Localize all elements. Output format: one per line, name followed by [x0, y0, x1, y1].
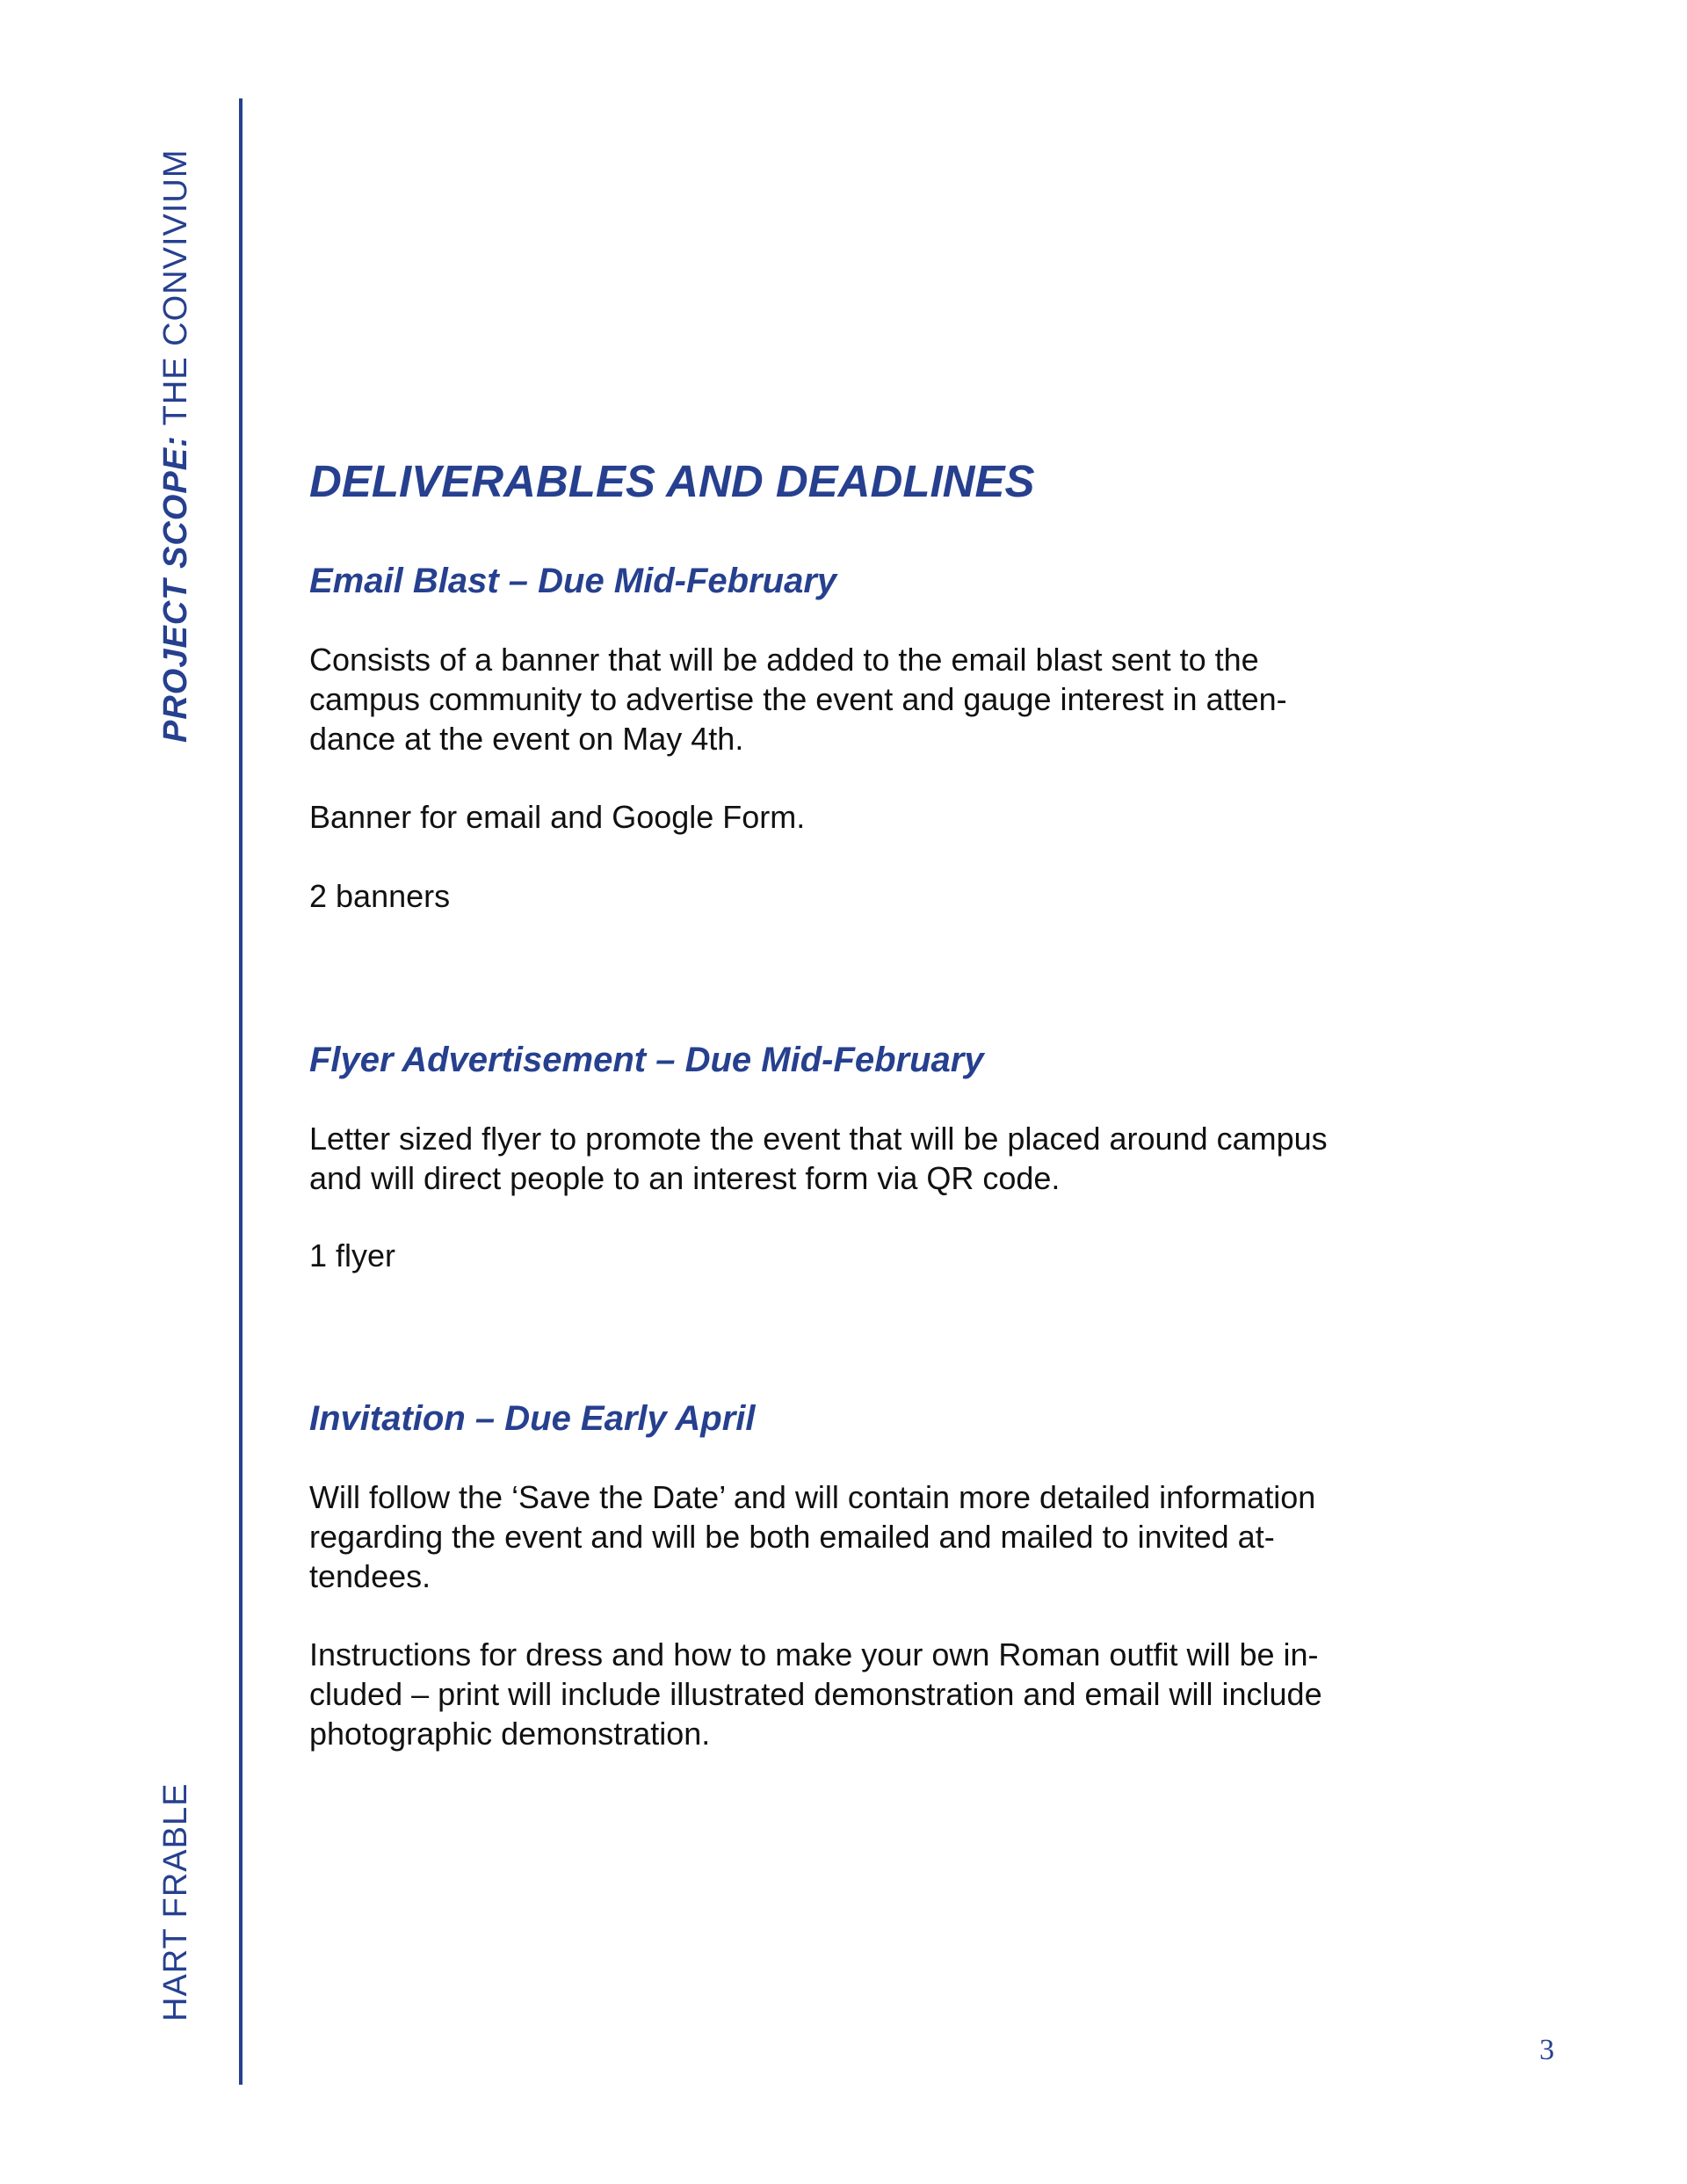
section-paragraph [309, 640, 1399, 758]
text-line: 2 banners [309, 878, 451, 914]
text-line: dance at the event on May 4th. [309, 721, 744, 757]
text-line: Banner for email and Google Form. [309, 799, 806, 835]
text-line: Instructions for dress and how to make your own Roman outfit will be in- [309, 1636, 1319, 1672]
vertical-divider [239, 98, 243, 2085]
text-line: cluded – print will include illustrated demonstration and email will include [309, 1676, 1322, 1712]
sidebar-title-rest: THE CONVIVIUM [157, 149, 194, 436]
text-line: Will follow the ‘Save the Date’ and will contain more detailed information [309, 1479, 1316, 1515]
section-title-email-blast: Email Blast – Due Mid-February [309, 562, 837, 600]
text-line: campus community to advertise the event and gauge interest in atten- [309, 681, 1287, 717]
text-line: 1 flyer [309, 1237, 396, 1273]
section-paragraph [309, 1635, 1399, 1753]
section-title-flyer-advertisement: Flyer Advertisement – Due Mid-February [309, 1041, 984, 1079]
section-paragraph [309, 1119, 1399, 1198]
section-paragraph [309, 797, 1399, 837]
text-line: Consists of a banner that will be added to the email blast sent to the [309, 642, 1259, 678]
section-paragraph [309, 876, 1399, 916]
sidebar-author: HART FRABLE [157, 1782, 194, 2021]
section-paragraph [309, 1236, 1399, 1275]
section-title-invitation: Invitation – Due Early April [309, 1399, 756, 1438]
text-line: tendees. [309, 1558, 431, 1594]
sidebar-project-title [156, 149, 195, 743]
text-line: photographic demonstration. [309, 1716, 711, 1752]
section-paragraph [309, 1477, 1399, 1596]
text-line: Letter sized flyer to promote the event that will be placed around campus [309, 1121, 1328, 1157]
text-line: regarding the event and will be both emailed and mailed to invited at- [309, 1519, 1275, 1555]
page-heading: DELIVERABLES AND DEADLINES [309, 456, 1035, 506]
text-line: and will direct people to an interest form via QR code. [309, 1160, 1061, 1196]
sidebar-title-bold: PROJECT SCOPE: [157, 435, 194, 743]
page-number: 3 [1539, 2034, 1554, 2066]
